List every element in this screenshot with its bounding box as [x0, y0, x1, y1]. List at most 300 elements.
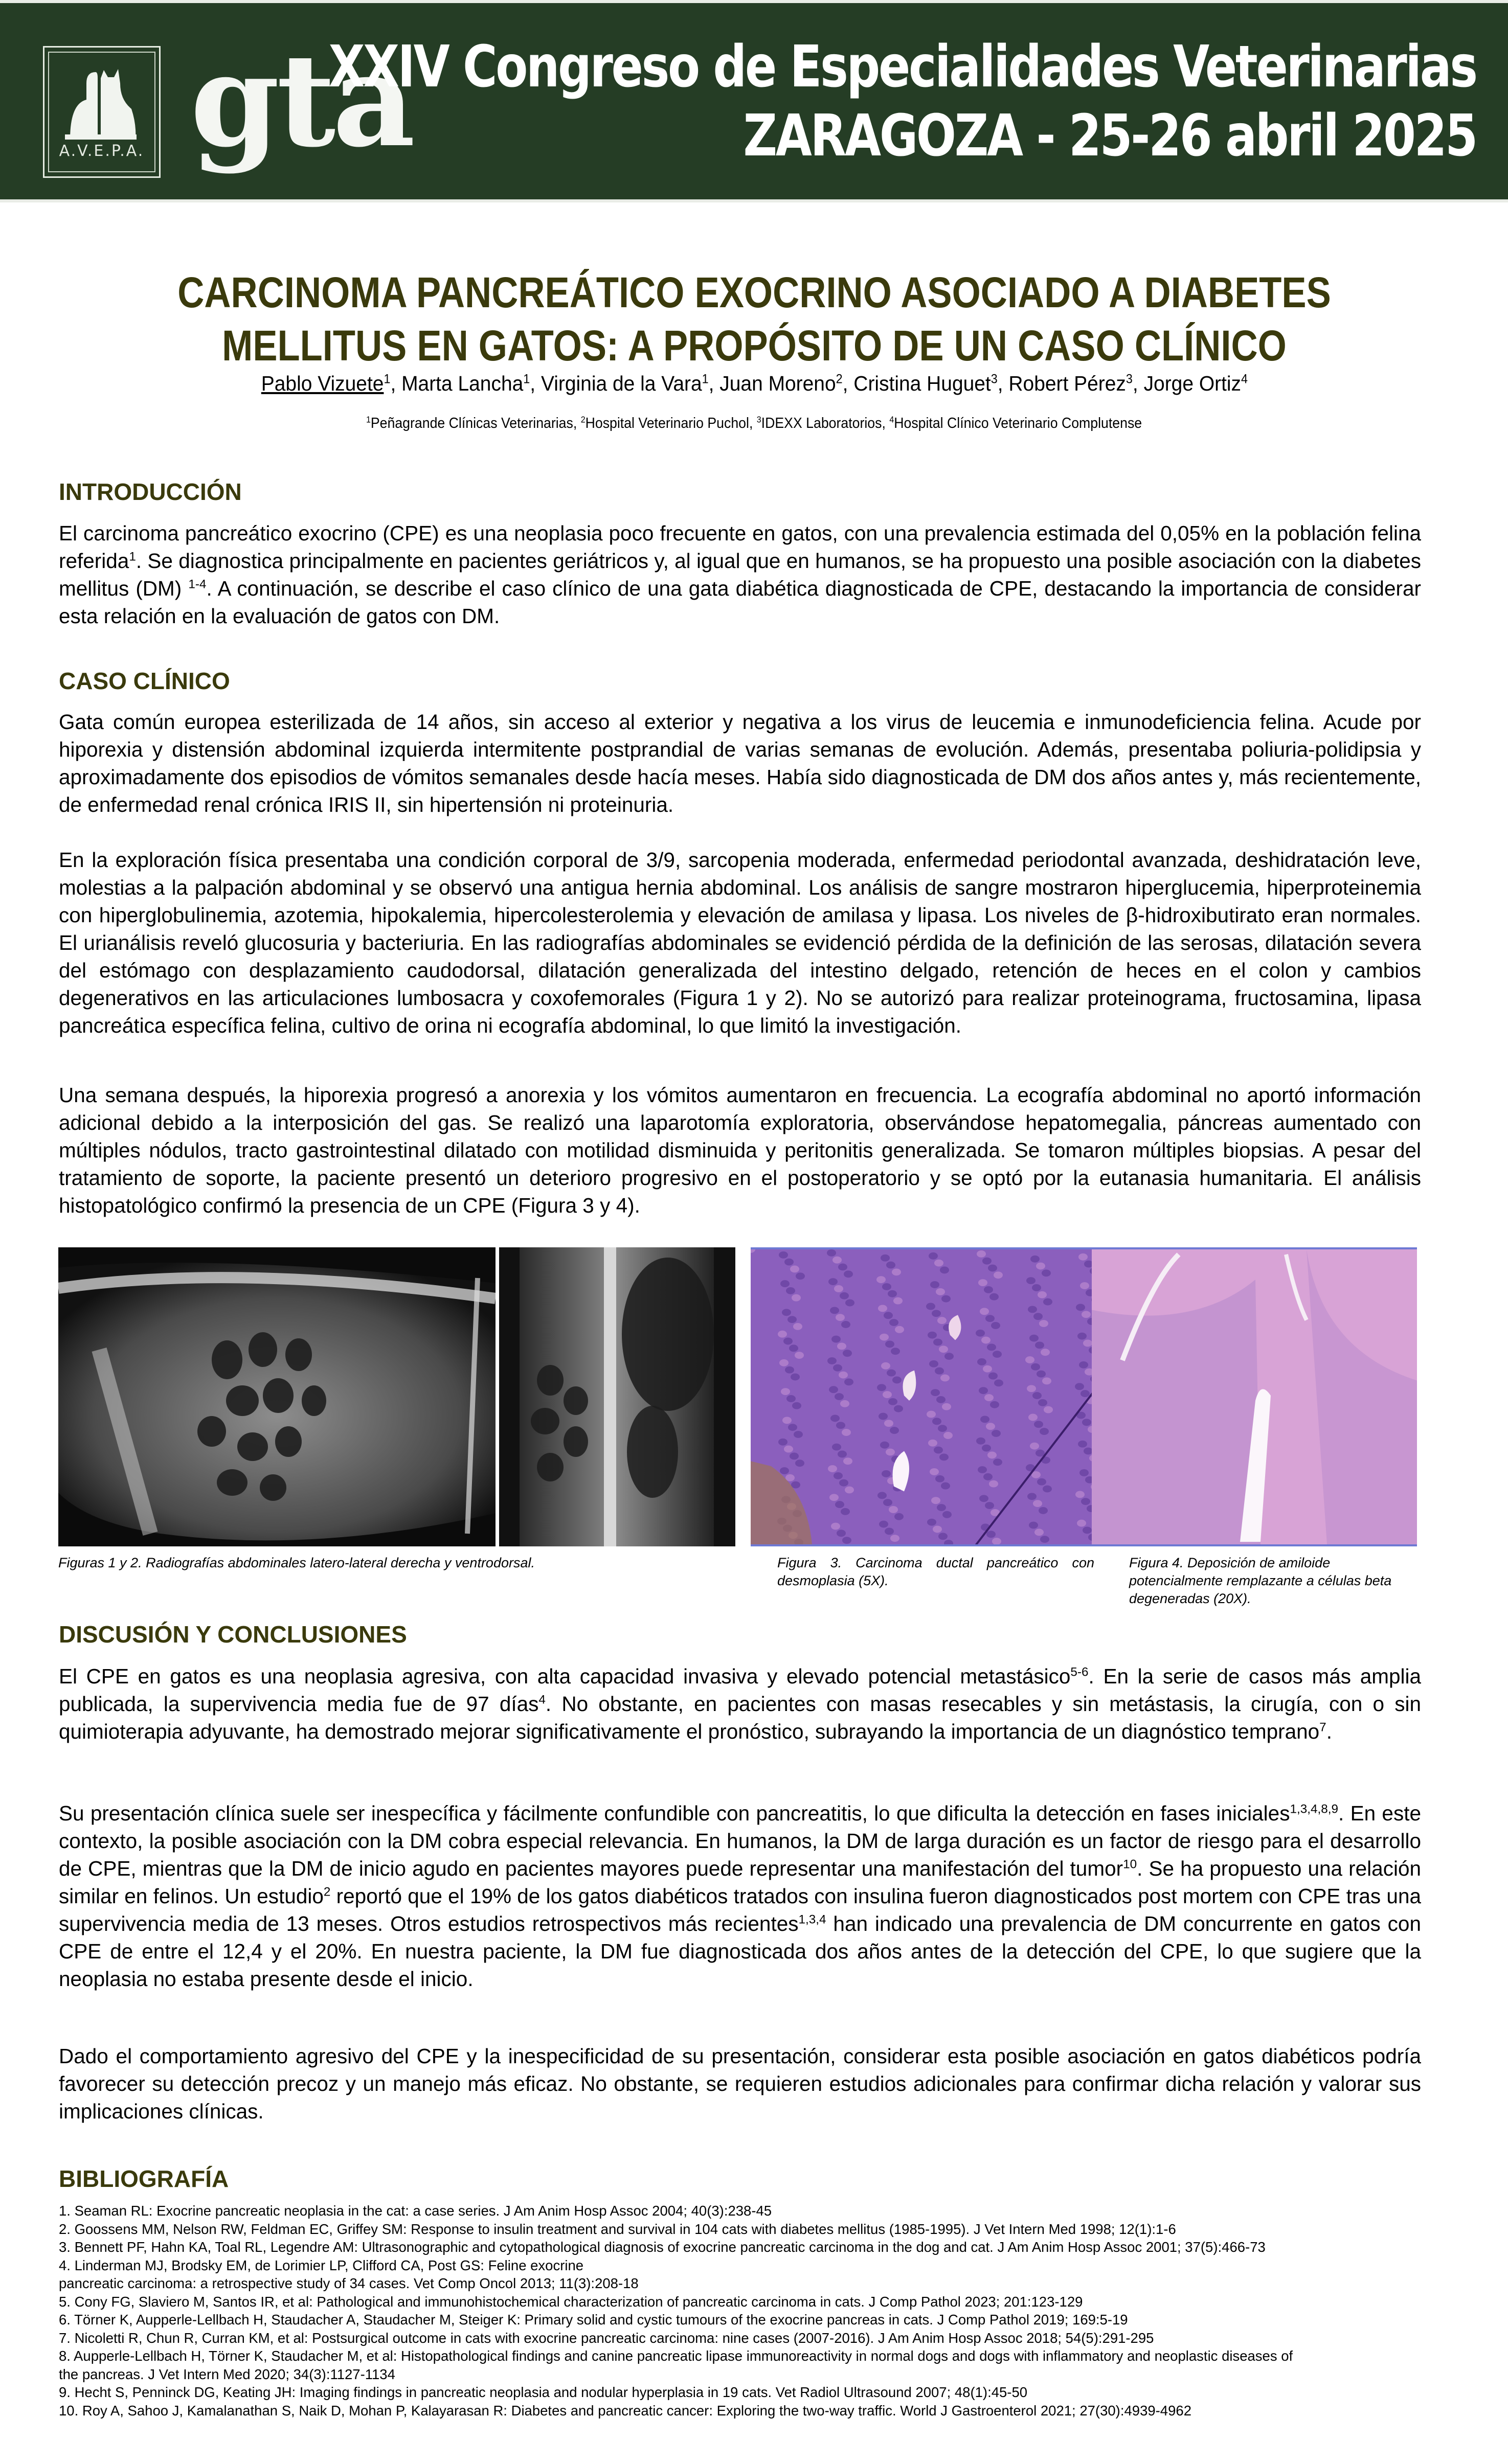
cell-texture — [831, 1336, 841, 1343]
title-line-2: MELLITUS EN GATOS: A PROPÓSITO DE UN CASO CLÍNICO — [222, 322, 1287, 370]
cell-texture — [780, 1467, 789, 1474]
cell-texture — [845, 1487, 854, 1494]
citation: 1,3,4,8,9 — [1290, 1802, 1339, 1816]
cell-texture — [1075, 1491, 1085, 1498]
reference-item: pancreatic carcinoma: a retrospective study of 34 cases. Vet Comp Oncol 2013; 11(3):208-18 — [59, 2275, 639, 2291]
cell-texture — [881, 1362, 890, 1370]
cell-texture — [926, 1303, 935, 1310]
cell-texture — [1034, 1421, 1043, 1428]
cell-texture — [983, 1365, 992, 1373]
cell-texture — [1030, 1443, 1039, 1450]
cell-texture — [890, 1535, 899, 1542]
cell-texture — [882, 1470, 891, 1477]
cell-texture — [1030, 1256, 1040, 1263]
cell-texture — [844, 1378, 853, 1385]
figure-caption-1-2 — [58, 1554, 723, 1572]
cell-texture — [877, 1492, 887, 1499]
cell-texture — [977, 1358, 986, 1365]
cell-texture — [830, 1307, 839, 1314]
cell-texture — [939, 1453, 949, 1461]
cell-texture — [936, 1288, 945, 1295]
congress-banner — [0, 0, 1508, 202]
cell-texture — [994, 1271, 1003, 1279]
poster-title — [77, 266, 1432, 372]
reference-item: 8. Aupperle-Lellbach H, Törner K, Staudacher M, et al: Histopathological findings and canine pancreatic lipase immunoreactivity in normal dogs and dogs with inflammatory and neoplastic diseases of — [59, 2348, 1293, 2364]
cell-texture — [979, 1387, 988, 1394]
cell-texture — [1027, 1385, 1036, 1392]
citation: 2 — [323, 1885, 331, 1899]
intro-paragraph — [59, 519, 1421, 630]
text-run: . A continuación, se describe el caso clínico de una gata diabética diagnosticada de CPE, destacando la importancia de considerar esta relación en la evaluación de gatos con DM. — [59, 577, 1421, 628]
text-run: . En la serie de casos más amplia publicada, la supervivencia media fue de 97 días — [59, 1664, 1421, 1716]
reference-item: 2. Goossens MM, Nelson RW, Feldman EC, Griffey SM: Response to insulin treatment and survival in 104 cats with diabetes mellitus (1985-1995). J Vet Intern Med 1998; 12(1):1-6 — [59, 2221, 1176, 2237]
cell-texture — [795, 1459, 804, 1467]
text-run: El CPE en gatos es una neoplasia agresiva, con alta capacidad invasiva y elevado potencial metastásico — [59, 1664, 1071, 1688]
congress-title — [77, 34, 1476, 172]
figure-caption-3: Figura 3. Carcinoma ductal pancreático con desmoplasia (5X). — [777, 1555, 1094, 1588]
cell-texture — [838, 1451, 847, 1458]
cell-texture — [831, 1523, 840, 1530]
discussion-paragraph-1 — [59, 1662, 1421, 1745]
cell-texture — [843, 1457, 852, 1465]
cell-texture — [1025, 1356, 1034, 1363]
cell-texture — [843, 1350, 852, 1357]
cell-texture — [980, 1416, 989, 1423]
cell-texture — [877, 1384, 886, 1391]
cell-texture — [838, 1264, 847, 1271]
cell-texture — [977, 1250, 986, 1258]
author-affiliation-number: 3 — [1126, 372, 1133, 386]
cell-texture — [991, 1322, 1000, 1329]
cell-texture — [834, 1472, 843, 1479]
cell-texture — [927, 1519, 936, 1526]
reference-item: 7. Nicoletti R, Chun R, Curran KM, et al: Postsurgical outcome in cats with exocrine pancreatic carcinoma: nine cases (2007-2016). J Am Anim Hosp Assoc 2018; 54(5):291-295 — [59, 2330, 1154, 2346]
cell-texture — [893, 1297, 903, 1305]
reference-item: 4. Linderman MJ, Brodsky EM, de Lorimier LP, Clifford CA, Post GS: Feline exocrine — [59, 2257, 584, 2273]
cell-texture — [939, 1345, 948, 1353]
section-heading-introduction: INTRODUCCIÓN — [59, 478, 242, 505]
cell-texture — [1037, 1478, 1046, 1486]
cell-texture — [933, 1339, 942, 1346]
cell-texture — [979, 1495, 988, 1502]
cell-texture — [929, 1252, 938, 1260]
section-heading-case: CASO CLÍNICO — [59, 668, 230, 694]
cell-texture — [940, 1267, 949, 1274]
cell-texture — [879, 1413, 888, 1420]
cell-texture — [840, 1400, 849, 1407]
citation: 7 — [1319, 1720, 1326, 1735]
cell-texture — [834, 1285, 843, 1292]
cell-texture — [932, 1310, 941, 1317]
cell-texture — [789, 1344, 798, 1352]
author-list: Pablo Vizuete$^1$, Marta Lancha$^1$, Virginia de la Vara$^1$, Juan Moreno$^2$, Cristina Huguet$^3$, Robert Pérez$^3$, Jorge Ortiz$^4$ — [261, 372, 1248, 395]
cell-texture — [837, 1342, 846, 1350]
cell-texture — [886, 1262, 895, 1269]
cell-texture — [885, 1527, 894, 1535]
discussion-paragraph-2 — [59, 1799, 1421, 1993]
cell-texture — [840, 1292, 849, 1299]
cell-texture — [1039, 1507, 1048, 1514]
case-paragraph-3: Una semana después, la hiporexia progresó a anorexia y los vómitos aumentaron en frecuencia. La ecografía abdominal no aportó información adicional debido a la interposición del gas. Se realizó una laparotomía exploratoria, observándose hepatomegalia, páncreas aumentado con múltiples nódulos, tracto gastrointestinal dilatado con motilidad disminuida y peritonitis generalizada. Se tomaron múltiples biopsias. A pesar del tratamiento de soporte, la paciente presentó un deterioro progresivo en el postoperatorio y se optó por la eutanasia humanitaria. El análisis histopatológico confirmó la presencia de un CPE (Figura 3 y 4). — [59, 1083, 1421, 1217]
cell-texture — [887, 1370, 896, 1377]
cell-texture — [878, 1305, 887, 1312]
cell-texture — [1083, 1340, 1092, 1347]
reference-item: 10. Roy A, Sahoo J, Kamalanathan S, Naik D, Mohan P, Kalayarasan R: Diabetes and pancreatic cancer: Exploring the two-way traffic. World J Gastroenterol 2021; 27(30):4939-4962 — [59, 2402, 1191, 2419]
figure-1-lateral-radiograph — [58, 1247, 496, 1546]
cell-texture — [790, 1452, 799, 1459]
citation: 5-6 — [1070, 1665, 1089, 1679]
text-run: . — [1326, 1720, 1332, 1743]
cell-texture — [981, 1337, 991, 1344]
cell-texture — [835, 1501, 844, 1508]
cell-texture — [889, 1506, 898, 1513]
cell-texture — [987, 1343, 996, 1351]
cell-texture — [931, 1497, 940, 1504]
discussion-paragraph-3: Dado el comportamiento agresivo del CPE y la inespecificidad de su presentación, considerar esta posible asociación en gatos diabéticos podría favorecer su detección precoz y un manejo más eficaz. No obstante, se requieren estudios adicionales para confirmar dicha relación y valorar sus implicaciones clínicas. — [59, 2044, 1421, 2123]
cell-texture — [986, 1531, 996, 1538]
cell-texture — [1032, 1392, 1042, 1399]
cell-texture — [839, 1372, 848, 1379]
cell-texture — [942, 1403, 951, 1410]
cell-texture — [1029, 1335, 1039, 1342]
citation: 1 — [129, 550, 136, 564]
author-name: Jorge Ortiz — [1143, 372, 1241, 395]
cell-texture — [880, 1442, 889, 1449]
cell-texture — [990, 1401, 999, 1408]
cell-texture — [938, 1533, 948, 1540]
cell-texture — [928, 1440, 937, 1447]
cell-texture — [886, 1449, 895, 1456]
cell-texture — [784, 1259, 794, 1266]
cell-texture — [833, 1364, 842, 1372]
text-run: El carcinoma pancreático exocrino (CPE) es una neoplasia poco frecuente en gatos, con una prevalencia estimada del 0,05% en la población felina referida — [59, 521, 1421, 573]
text-run: . No obstante, en pacientes con masas resecables y sin metástasis, la cirugía, con o sin quimioterapia adyuvante, ha demostrado mejorar significativamente el pronóstico, subrayando la importancia de un diagnóstico temprano — [59, 1692, 1421, 1743]
cell-texture — [938, 1425, 947, 1432]
cell-texture — [941, 1295, 951, 1303]
affiliation-name: Hospital Veterinario Puchol — [586, 415, 750, 431]
cell-texture — [795, 1352, 804, 1359]
cell-texture — [832, 1257, 842, 1264]
cell-texture — [1032, 1284, 1041, 1291]
section-heading-bibliography: BIBLIOGRAFÍA — [59, 2165, 229, 2192]
cell-texture — [881, 1254, 890, 1262]
cell-texture — [1075, 1383, 1084, 1390]
cell-texture — [934, 1260, 943, 1267]
cell-texture — [980, 1308, 989, 1315]
figure-4-histology-amyloid — [1092, 1247, 1417, 1546]
cell-texture — [785, 1366, 794, 1374]
cell-texture — [891, 1348, 900, 1355]
cell-texture — [1044, 1406, 1053, 1413]
cell-texture — [1029, 1522, 1038, 1529]
affiliation-list: $^1$Peñagrande Clínicas Veterinarias, $^2$Hospital Veterinario Puchol, $^3$IDEXX Laboratorios, $^4$Hospital Clínico Veterinario Complutense — [366, 414, 1142, 431]
cell-texture — [1028, 1306, 1037, 1313]
cell-texture — [1083, 1526, 1092, 1534]
cell-texture — [885, 1341, 894, 1348]
cell-texture — [933, 1526, 942, 1533]
cell-texture — [892, 1377, 902, 1384]
cell-texture — [836, 1422, 845, 1429]
affiliation-number: 2 — [581, 414, 586, 425]
cell-texture — [783, 1338, 793, 1345]
cell-texture — [788, 1424, 797, 1431]
cell-texture — [1043, 1486, 1052, 1493]
reference-item: 5. Cony FG, Slaviero M, Santos IR, et al: Pathological and immunohistochemical characterization of pancreatic carcinoma in cats. J Comp Pathol 2023; 201:123-129 — [59, 2293, 1083, 2310]
citation: 10 — [1123, 1857, 1137, 1872]
cell-texture — [880, 1334, 889, 1341]
cell-texture — [882, 1283, 891, 1290]
cell-texture — [1033, 1500, 1042, 1507]
cell-texture — [1082, 1311, 1091, 1318]
cell-texture — [780, 1280, 790, 1287]
author-affiliation-number: 3 — [991, 372, 998, 386]
cell-texture — [787, 1316, 797, 1323]
author-name: Robert Pérez — [1008, 372, 1126, 395]
cell-texture — [935, 1367, 944, 1375]
cell-texture — [836, 1314, 845, 1321]
author-affiliation-number: 1 — [523, 372, 530, 386]
reference-item: the pancreas. J Vet Intern Med 2020; 34(3):1127-1134 — [59, 2366, 395, 2382]
text-run: . En este contexto, la posible asociación con la DM cobra especial relevancia. En humanos, la DM de larga duración es un factor de riesgo para el desarrollo de CPE, mientras que la DM de inicio agudo en pacientes mayores puede representar una manifestación del tumor — [59, 1801, 1421, 1880]
author-affiliation-number: 4 — [1241, 372, 1248, 386]
figure-2-ventrodorsal-radiograph — [499, 1247, 735, 1546]
cell-texture — [1042, 1269, 1051, 1276]
cell-texture — [988, 1373, 998, 1380]
cell-texture — [985, 1502, 994, 1509]
cell-texture — [932, 1418, 941, 1425]
cell-texture — [1041, 1349, 1050, 1356]
cell-texture — [942, 1511, 952, 1518]
affiliation-number: 1 — [366, 414, 371, 425]
reference-item: 6. Törner K, Aupperle-Lellbach H, Staudacher A, Staudacher M, Steiger K: Primary solid and cystic tumours of the exocrine pancreas in cats. J Comp Pathol 2019; 169:5-19 — [59, 2312, 1128, 2328]
cell-texture — [1027, 1493, 1037, 1500]
title-line-1: CARCINOMA PANCREÁTICO EXOCRINO ASOCIADO A DIABETES — [177, 268, 1331, 316]
cell-texture — [782, 1417, 792, 1424]
cell-texture — [1043, 1298, 1052, 1306]
figure-caption-4: Figura 4. Deposición de amiloide potencialmente remplazante a células beta degeneradas (20X). — [1129, 1555, 1392, 1606]
caption-text: latero-lateral derecha y ventrodorsal. — [310, 1555, 535, 1570]
cell-texture — [895, 1326, 904, 1333]
cell-texture — [1031, 1363, 1040, 1371]
cell-texture — [927, 1411, 936, 1418]
cell-texture — [989, 1293, 999, 1301]
cell-texture — [845, 1299, 854, 1307]
cell-texture — [940, 1375, 950, 1382]
cell-texture — [978, 1466, 987, 1473]
author-name: Marta Lancha — [401, 372, 523, 395]
cell-texture — [894, 1405, 903, 1412]
cell-texture — [1036, 1263, 1045, 1270]
cell-texture — [790, 1266, 799, 1273]
reference-list — [59, 2202, 1450, 2420]
cell-texture — [841, 1321, 850, 1328]
cell-texture — [988, 1265, 997, 1272]
cell-texture — [1034, 1528, 1044, 1536]
cell-texture — [894, 1513, 904, 1520]
reference-item: 1. Seaman RL: Exocrine pancreatic neoplasia in the cat: a case series. J Am Anim Hosp Assoc 2004; 40(3):238-45 — [59, 2203, 772, 2219]
case-paragraph-1: Gata común europea esterilizada de 14 años, sin acceso al exterior y negativa a los virus de leucemia e inmunodeficiencia felina. Acude por hiporexia y distensión abdominal izquierda intermitente postprandial de varias semanas de evolución. Además, presentaba poliuria-polidipsia y aproximadamente dos episodios de vómitos semanales desde hacía meses. Había sido diagnosticada de DM dos años antes y, más recientemente, de enfermedad renal crónica IRIS II, sin hipertensión ni proteinuria. — [59, 710, 1421, 816]
text-run: . Se diagnostica principalmente en pacientes geriátricos y, al igual que en humanos, se ha propuesto una posible asociación con la diabetes mellitus (DM) — [59, 549, 1421, 600]
figure-3-histology-carcinoma — [751, 1247, 1098, 1546]
avepa-label: A.V.E.P.A. — [59, 142, 145, 160]
citation: 1,3,4 — [798, 1912, 826, 1927]
cell-texture — [779, 1359, 789, 1366]
cell-texture — [842, 1429, 851, 1436]
cell-texture — [941, 1482, 950, 1490]
cell-texture — [791, 1374, 800, 1381]
cell-texture — [784, 1446, 793, 1453]
cell-texture — [1081, 1390, 1090, 1397]
cell-texture — [828, 1278, 838, 1285]
cell-texture — [1078, 1253, 1088, 1261]
text-run: reportó que el 19% de los gatos diabéticos tratados con insulina fueron diagnosticados post mortem con CPE tras una supervivencia media de 13 meses. Otros estudios retrospectivos más recientes — [59, 1884, 1421, 1935]
cell-texture — [1038, 1399, 1047, 1406]
cell-texture — [985, 1315, 995, 1322]
cell-texture — [993, 1458, 1002, 1466]
cell-texture — [930, 1281, 939, 1288]
cell-texture — [937, 1504, 946, 1511]
cell-texture — [934, 1447, 943, 1454]
cell-texture — [779, 1251, 788, 1259]
cell-texture — [935, 1475, 944, 1482]
cell-texture — [786, 1287, 795, 1294]
cell-texture — [889, 1319, 898, 1326]
cell-texture — [1040, 1428, 1049, 1435]
cell-texture — [884, 1312, 893, 1319]
cell-texture — [884, 1420, 893, 1427]
section-heading-discussion: DISCUSIÓN Y CONCLUSIONES — [59, 1621, 407, 1648]
cell-texture — [928, 1332, 937, 1339]
author-name: Juan Moreno — [719, 372, 836, 395]
cell-texture — [888, 1398, 897, 1405]
cell-texture — [1081, 1498, 1090, 1505]
reference-item: 3. Bennett PF, Hahn KA, Toal RL, Legendre AM: Ultrasonographic and cytopathological diagnosis of exocrine pancreatic carcinoma in the dog and cat. J Am Anim Hosp Assoc 2001; 37(5):466-73 — [59, 2239, 1266, 2255]
cell-texture — [944, 1353, 954, 1360]
cell-texture — [993, 1351, 1002, 1358]
cell-texture — [888, 1290, 897, 1297]
cell-texture — [1026, 1277, 1036, 1284]
author-affiliation-number: 1 — [702, 372, 709, 386]
cell-texture — [937, 1317, 947, 1324]
cell-texture — [1033, 1313, 1043, 1320]
cell-texture — [982, 1258, 992, 1265]
affiliation-number: 3 — [757, 414, 762, 425]
cell-texture — [929, 1360, 938, 1367]
gta-logo: gta — [190, 25, 413, 175]
cell-texture — [792, 1402, 801, 1409]
cell-texture — [982, 1445, 991, 1452]
case-paragraph-2: En la exploración física presentaba una condición corporal de 3/9, sarcopenia moderada, enfermedad periodontal avanzada, deshidratación leve, molestias a la palpación abdominal y se observó una antigua hernia abdominal. Los análisis de sangre mostraron hiperglucemia, hiperproteinemia con hiperglobulinemia, azotemia, hipokalemia, hipercolesterolemia y elevación de amilasa y lipasa. Los niveles de β-hidroxibutirato eran normales. El urianálisis reveló glucosuria y bacteriuria. En las radiografías abdominales se evidenció pérdida de la definición de las serosas, dilatación severa del estómago con desplazamiento caudodorsal, dilatación generalizada del intestino delgado, retención de heces en el colon y cambios degenerativos en las articulaciones lumbosacra y coxofemorales (Figura 1 y 2). No se autorizó para realizar proteinograma, fructosamina, lipasa pancreática específica felina, cultivo de orina ni ecografía abdominal, lo que limitó la investigación. — [59, 848, 1421, 1037]
cell-texture — [1078, 1441, 1087, 1448]
cell-texture — [943, 1432, 953, 1439]
cell-texture — [994, 1379, 1003, 1386]
cell-texture — [793, 1323, 802, 1330]
cell-texture — [879, 1521, 888, 1528]
cell-texture — [1028, 1414, 1038, 1421]
congress-location-date: ZARAGOZA - 25-26 abril 2025 — [743, 103, 1476, 169]
cell-texture — [986, 1423, 995, 1430]
cell-texture — [832, 1444, 841, 1451]
cell-texture — [1076, 1304, 1085, 1311]
cell-texture — [778, 1439, 787, 1446]
reference-item: 9. Hecht S, Penninck DG, Keating JH: Imaging findings in pancreatic neoplasia and nodular hyperplasia in 19 cats. Vet Radiol Ultrasound 2007; 48(1):45-50 — [59, 2384, 1028, 2400]
cell-texture — [883, 1391, 892, 1398]
author-name: Cristina Huguet — [853, 372, 991, 395]
author-name: Virginia de la Vara — [541, 372, 702, 395]
cell-texture — [792, 1294, 801, 1302]
text-run: Su presentación clínica suele ser inespecífica y fácilmente confundible con pancreatitis, lo que dificulta la detección en fases iniciales — [59, 1801, 1290, 1825]
author-name: Pablo Vizuete — [261, 372, 384, 395]
cell-texture — [1080, 1282, 1089, 1289]
cell-texture — [1077, 1333, 1087, 1340]
cell-texture — [876, 1276, 886, 1283]
congress-name: XXIV Congreso de Especialidades Veterinarias — [328, 34, 1476, 100]
cell-texture — [837, 1530, 846, 1537]
cell-texture — [931, 1389, 940, 1396]
text-run: han indicado una prevalencia de DM concurrente en gatos con CPE de entre el 12,4 y el 20%. En nuestra paciente, la DM fue diagnosticada dos años antes de la detección del CPE, lo que sugiere que la neoplasia no estaba presente desde el inicio. — [59, 1912, 1421, 1991]
cell-texture — [830, 1415, 840, 1422]
cell-texture — [1035, 1341, 1044, 1349]
cell-texture — [1077, 1520, 1086, 1527]
cell-texture — [987, 1452, 997, 1459]
cell-texture — [976, 1438, 985, 1445]
cell-texture — [782, 1309, 791, 1316]
citation: 1-4 — [188, 577, 207, 591]
author-affiliation-number: 2 — [836, 372, 843, 386]
cell-texture — [829, 1386, 838, 1393]
cell-texture — [936, 1396, 946, 1403]
cell-texture — [829, 1494, 839, 1501]
cell-texture — [1038, 1291, 1047, 1298]
caption-text: Figuras 1 y 2. Radiografías abdominales — [58, 1555, 310, 1570]
cell-texture — [835, 1393, 844, 1400]
author-affiliation-number: 1 — [384, 372, 391, 386]
cell-texture — [778, 1331, 787, 1338]
cell-texture — [976, 1330, 985, 1337]
cell-texture — [1079, 1469, 1089, 1476]
cell-texture — [1082, 1419, 1091, 1426]
affiliation-name: Peñagrande Clínicas Veterinarias — [371, 415, 574, 431]
cell-texture — [1079, 1361, 1088, 1368]
cell-texture — [978, 1279, 987, 1286]
text-run: . Se ha propuesto una relación similar en felinos. Un estudio — [59, 1857, 1421, 1908]
citation: 4 — [538, 1693, 546, 1707]
cell-texture — [992, 1430, 1001, 1437]
cell-texture — [827, 1249, 836, 1257]
cell-texture — [844, 1270, 853, 1277]
cell-texture — [842, 1537, 851, 1544]
cell-texture — [883, 1499, 892, 1506]
cell-texture — [794, 1431, 803, 1438]
cell-texture — [989, 1480, 998, 1488]
cell-texture — [827, 1357, 837, 1364]
cell-texture — [796, 1272, 805, 1280]
cell-texture — [984, 1394, 994, 1401]
cell-texture — [890, 1427, 899, 1434]
cell-texture — [984, 1286, 993, 1293]
cell-texture — [930, 1468, 939, 1475]
cell-texture — [781, 1388, 790, 1395]
cell-texture — [1039, 1320, 1048, 1327]
affiliation-name: IDEXX Laboratorios — [761, 415, 882, 431]
affiliation-name: Hospital Clínico Veterinario Complutense — [894, 415, 1142, 431]
cell-texture — [828, 1465, 837, 1472]
cell-texture — [839, 1479, 848, 1487]
cell-texture — [786, 1395, 796, 1402]
cell-texture — [1037, 1371, 1046, 1378]
cell-texture — [892, 1268, 901, 1275]
cell-texture — [1040, 1536, 1049, 1543]
